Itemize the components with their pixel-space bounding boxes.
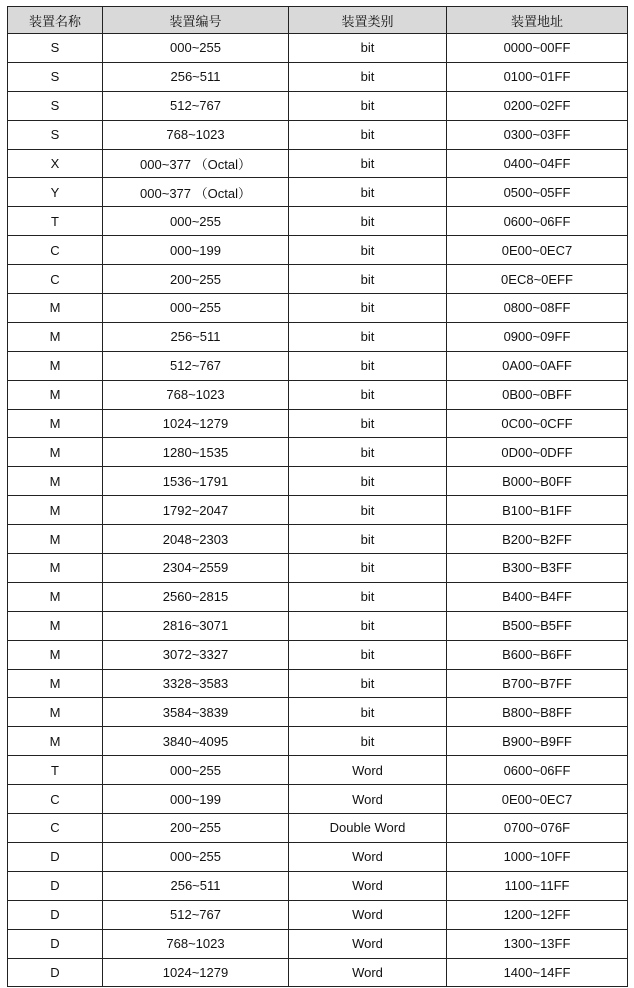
cell-device-type: bit	[289, 380, 447, 409]
cell-device-address: 1200~12FF	[447, 900, 628, 929]
cell-device-number: 3840~4095	[103, 727, 289, 756]
cell-device-number: 000~377 （Octal）	[103, 149, 289, 178]
cell-device-number: 000~377 （Octal）	[103, 178, 289, 207]
cell-device-type: Word	[289, 785, 447, 814]
cell-device-number: 2816~3071	[103, 611, 289, 640]
cell-device-name: D	[8, 900, 103, 929]
cell-device-type: bit	[289, 322, 447, 351]
cell-device-type: bit	[289, 236, 447, 265]
table-row	[8, 120, 628, 149]
cell-device-type: Double Word	[289, 814, 447, 843]
header-device-number: 装置编号	[103, 7, 289, 34]
cell-device-name: M	[8, 322, 103, 351]
cell-device-name: D	[8, 842, 103, 871]
cell-device-name: Y	[8, 178, 103, 207]
cell-device-address: 1400~14FF	[447, 958, 628, 987]
cell-device-address: B300~B3FF	[447, 554, 628, 583]
cell-device-name: C	[8, 265, 103, 294]
cell-device-address: 1300~13FF	[447, 929, 628, 958]
table-row	[8, 178, 628, 207]
cell-device-address: 0500~05FF	[447, 178, 628, 207]
cell-device-address: 0700~076F	[447, 814, 628, 843]
cell-device-type: bit	[289, 351, 447, 380]
cell-device-name: M	[8, 640, 103, 669]
cell-device-name: M	[8, 525, 103, 554]
cell-device-type: bit	[289, 669, 447, 698]
table-row	[8, 929, 628, 958]
cell-device-number: 1792~2047	[103, 496, 289, 525]
table-body	[8, 34, 628, 987]
table-row	[8, 640, 628, 669]
cell-device-address: B700~B7FF	[447, 669, 628, 698]
table-row	[8, 351, 628, 380]
cell-device-number: 200~255	[103, 265, 289, 294]
cell-device-number: 256~511	[103, 322, 289, 351]
cell-device-number: 2560~2815	[103, 582, 289, 611]
table-row	[8, 900, 628, 929]
cell-device-type: Word	[289, 958, 447, 987]
cell-device-type: bit	[289, 554, 447, 583]
cell-device-number: 768~1023	[103, 120, 289, 149]
cell-device-type: bit	[289, 582, 447, 611]
cell-device-address: 0900~09FF	[447, 322, 628, 351]
cell-device-name: M	[8, 669, 103, 698]
cell-device-type: bit	[289, 698, 447, 727]
cell-device-type: bit	[289, 294, 447, 323]
cell-device-address: 0C00~0CFF	[447, 409, 628, 438]
cell-device-name: D	[8, 871, 103, 900]
cell-device-name: D	[8, 958, 103, 987]
header-device-address: 装置地址	[447, 7, 628, 34]
table-row	[8, 496, 628, 525]
cell-device-type: bit	[289, 727, 447, 756]
cell-device-name: C	[8, 236, 103, 265]
cell-device-address: B800~B8FF	[447, 698, 628, 727]
table-row	[8, 265, 628, 294]
cell-device-name: M	[8, 438, 103, 467]
cell-device-number: 1280~1535	[103, 438, 289, 467]
cell-device-type: Word	[289, 871, 447, 900]
header-device-name: 装置名称	[8, 7, 103, 34]
cell-device-address: B900~B9FF	[447, 727, 628, 756]
table-row	[8, 611, 628, 640]
cell-device-number: 000~255	[103, 207, 289, 236]
cell-device-number: 3328~3583	[103, 669, 289, 698]
table-row	[8, 467, 628, 496]
cell-device-address: 0D00~0DFF	[447, 438, 628, 467]
cell-device-address: 0E00~0EC7	[447, 785, 628, 814]
cell-device-name: M	[8, 582, 103, 611]
cell-device-name: M	[8, 467, 103, 496]
cell-device-type: bit	[289, 34, 447, 63]
cell-device-name: S	[8, 62, 103, 91]
table-row	[8, 698, 628, 727]
cell-device-number: 1024~1279	[103, 958, 289, 987]
cell-device-type: bit	[289, 178, 447, 207]
cell-device-address: 0400~04FF	[447, 149, 628, 178]
cell-device-number: 256~511	[103, 62, 289, 91]
cell-device-name: C	[8, 814, 103, 843]
cell-device-address: 1100~11FF	[447, 871, 628, 900]
table-row	[8, 236, 628, 265]
cell-device-number: 000~255	[103, 842, 289, 871]
cell-device-number: 2048~2303	[103, 525, 289, 554]
cell-device-type: bit	[289, 91, 447, 120]
cell-device-address: 0300~03FF	[447, 120, 628, 149]
cell-device-name: S	[8, 34, 103, 63]
table-row	[8, 582, 628, 611]
cell-device-type: Word	[289, 842, 447, 871]
cell-device-number: 000~255	[103, 756, 289, 785]
cell-device-address: 0EC8~0EFF	[447, 265, 628, 294]
cell-device-address: 0E00~0EC7	[447, 236, 628, 265]
cell-device-type: bit	[289, 467, 447, 496]
cell-device-number: 512~767	[103, 900, 289, 929]
cell-device-name: M	[8, 409, 103, 438]
cell-device-number: 512~767	[103, 91, 289, 120]
cell-device-address: B100~B1FF	[447, 496, 628, 525]
cell-device-address: 0200~02FF	[447, 91, 628, 120]
cell-device-name: T	[8, 207, 103, 236]
header-device-type: 装置类别	[289, 7, 447, 34]
cell-device-type: bit	[289, 120, 447, 149]
table-row	[8, 785, 628, 814]
header-row	[8, 7, 628, 34]
cell-device-address: 0600~06FF	[447, 207, 628, 236]
table-row	[8, 525, 628, 554]
cell-device-type: Word	[289, 756, 447, 785]
table-row	[8, 149, 628, 178]
table-row	[8, 727, 628, 756]
cell-device-address: 0600~06FF	[447, 756, 628, 785]
cell-device-number: 000~199	[103, 236, 289, 265]
table-header	[8, 7, 628, 34]
table-row	[8, 91, 628, 120]
table-row	[8, 294, 628, 323]
cell-device-type: bit	[289, 265, 447, 294]
cell-device-type: bit	[289, 62, 447, 91]
cell-device-address: B500~B5FF	[447, 611, 628, 640]
table-row	[8, 409, 628, 438]
cell-device-number: 200~255	[103, 814, 289, 843]
cell-device-type: Word	[289, 900, 447, 929]
cell-device-type: bit	[289, 640, 447, 669]
table-row	[8, 380, 628, 409]
cell-device-name: M	[8, 380, 103, 409]
cell-device-address: 0000~00FF	[447, 34, 628, 63]
table-row	[8, 322, 628, 351]
table-row	[8, 814, 628, 843]
cell-device-address: 0800~08FF	[447, 294, 628, 323]
cell-device-number: 000~255	[103, 294, 289, 323]
cell-device-type: bit	[289, 409, 447, 438]
table-row	[8, 958, 628, 987]
cell-device-address: 0B00~0BFF	[447, 380, 628, 409]
cell-device-number: 768~1023	[103, 929, 289, 958]
cell-device-name: T	[8, 756, 103, 785]
cell-device-name: S	[8, 120, 103, 149]
cell-device-name: C	[8, 785, 103, 814]
cell-device-type: bit	[289, 149, 447, 178]
cell-device-name: M	[8, 496, 103, 525]
cell-device-type: Word	[289, 929, 447, 958]
cell-device-number: 512~767	[103, 351, 289, 380]
cell-device-number: 2304~2559	[103, 554, 289, 583]
table-row	[8, 62, 628, 91]
cell-device-address: 0A00~0AFF	[447, 351, 628, 380]
cell-device-number: 1536~1791	[103, 467, 289, 496]
cell-device-number: 3072~3327	[103, 640, 289, 669]
table-row	[8, 871, 628, 900]
device-address-table	[7, 6, 628, 987]
table-row	[8, 669, 628, 698]
cell-device-address: B400~B4FF	[447, 582, 628, 611]
cell-device-name: M	[8, 294, 103, 323]
cell-device-number: 256~511	[103, 871, 289, 900]
cell-device-number: 000~199	[103, 785, 289, 814]
table-row	[8, 34, 628, 63]
cell-device-name: S	[8, 91, 103, 120]
cell-device-name: D	[8, 929, 103, 958]
cell-device-address: 0100~01FF	[447, 62, 628, 91]
cell-device-number: 1024~1279	[103, 409, 289, 438]
cell-device-number: 000~255	[103, 34, 289, 63]
cell-device-type: bit	[289, 611, 447, 640]
cell-device-name: M	[8, 351, 103, 380]
table-row	[8, 842, 628, 871]
cell-device-name: X	[8, 149, 103, 178]
cell-device-name: M	[8, 554, 103, 583]
table-row	[8, 554, 628, 583]
cell-device-name: M	[8, 727, 103, 756]
cell-device-number: 768~1023	[103, 380, 289, 409]
cell-device-type: bit	[289, 496, 447, 525]
cell-device-address: B000~B0FF	[447, 467, 628, 496]
cell-device-name: M	[8, 698, 103, 727]
cell-device-address: 1000~10FF	[447, 842, 628, 871]
table-row	[8, 438, 628, 467]
cell-device-type: bit	[289, 525, 447, 554]
cell-device-number: 3584~3839	[103, 698, 289, 727]
cell-device-name: M	[8, 611, 103, 640]
cell-device-type: bit	[289, 207, 447, 236]
table-row	[8, 756, 628, 785]
cell-device-type: bit	[289, 438, 447, 467]
cell-device-address: B200~B2FF	[447, 525, 628, 554]
table-row	[8, 207, 628, 236]
cell-device-address: B600~B6FF	[447, 640, 628, 669]
